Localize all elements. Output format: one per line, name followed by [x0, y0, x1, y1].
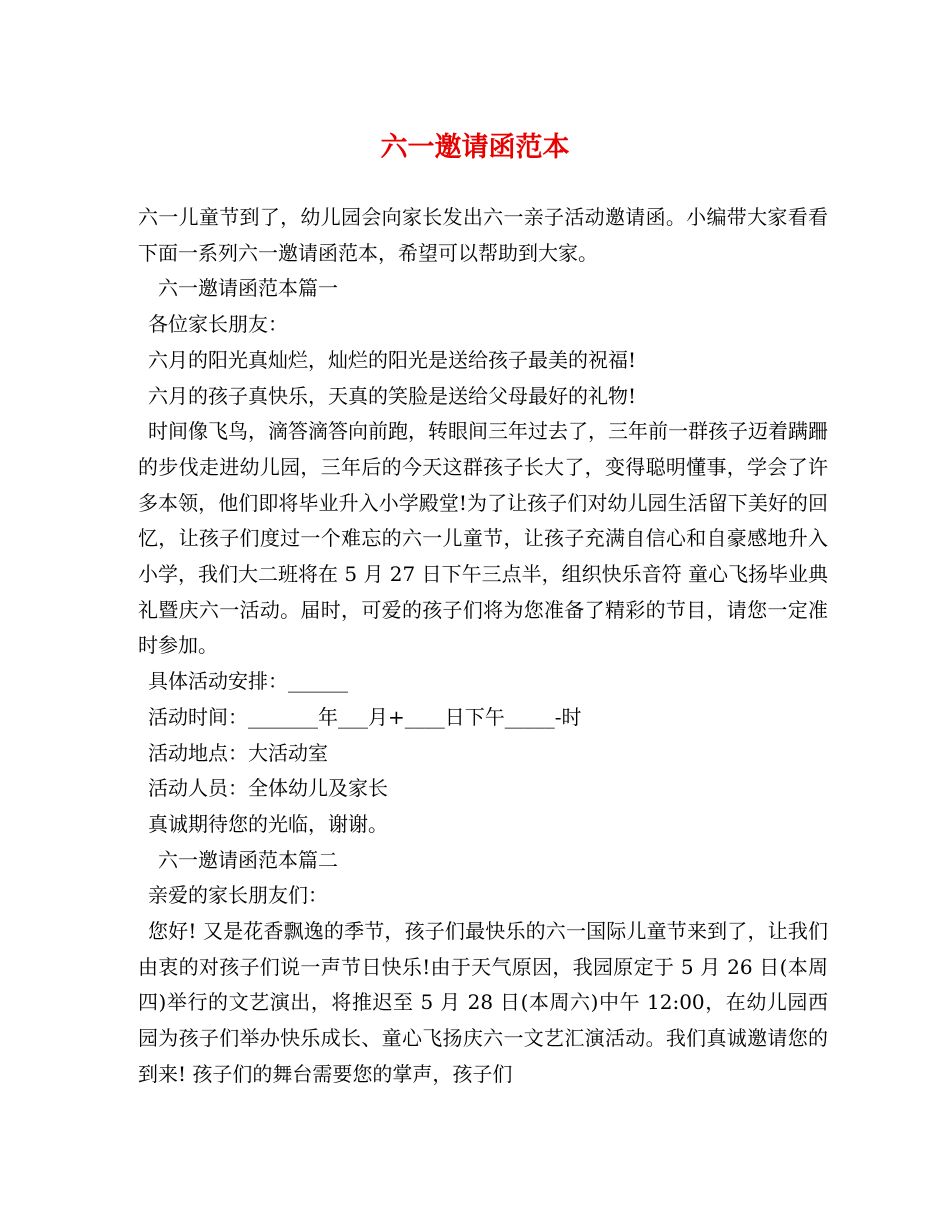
section2-salutation: 亲爱的家长朋友们：	[148, 883, 328, 908]
section1-line2: 六月的孩子真快乐，天真的笑脸是送给父母最好的礼物!	[148, 383, 637, 408]
section1-line1: 六月的阳光真灿烂，灿烂的阳光是送给孩子最美的祝福!	[148, 347, 637, 372]
section1-schedule: 具体活动安排：______	[148, 669, 348, 694]
section1-people: 活动人员：全体幼儿及家长	[148, 776, 388, 801]
section1-time: 活动时间：_______年___月+____日下午_____-时	[148, 704, 582, 729]
document-title: 六一邀请函范本	[380, 132, 570, 163]
intro-paragraph: 六一儿童节到了，幼儿园会向家长发出六一亲子活动邀请函。小编带大家看看下面一系列六一邀请函范本，希望可以帮助到大家。	[138, 205, 828, 265]
section1-closing: 真诚期待您的光临，谢谢。	[148, 811, 388, 836]
section2-body-paragraph: 您好! 又是花香飘逸的季节，孩子们最快乐的六一国际儿童节来到了，让我们由衷的对孩子们说一声节日快乐!由于天气原因，我园原定于 5 月 26 日(本周四)举行的文艺演出，将推迟至 5 月 28 日(本周六)中午 12:00，在幼儿园西园为孩子们举办快乐成长、童心飞扬庆六一文艺汇演活动。我们真诚邀请您的到来! 孩子们的舞台需要您的掌声，孩子们	[138, 919, 828, 1086]
section1-body-paragraph: 时间像飞鸟，滴答滴答向前跑，转眼间三年过去了，三年前一群孩子迈着蹒跚的步伐走进幼儿园，三年后的今天这群孩子长大了，变得聪明懂事，学会了许多本领，他们即将毕业升入小学殿堂!为了让孩子们对幼儿园生活留下美好的回忆，让孩子们度过一个难忘的六一儿童节，让孩子充满自信心和自豪感地升入小学，我们大二班将在 5 月 27 日下午三点半，组织快乐音符 童心飞扬毕业典礼暨庆六一活动。届时，可爱的孩子们将为您准备了精彩的节目，请您一定准时参加。	[138, 419, 828, 658]
section1-place: 活动地点：大活动室	[148, 740, 328, 765]
section1-salutation: 各位家长朋友：	[148, 312, 288, 337]
section2-heading: 六一邀请函范本篇二	[158, 847, 338, 872]
document-body	[138, 200, 828, 1093]
section1-heading: 六一邀请函范本篇一	[158, 276, 338, 301]
